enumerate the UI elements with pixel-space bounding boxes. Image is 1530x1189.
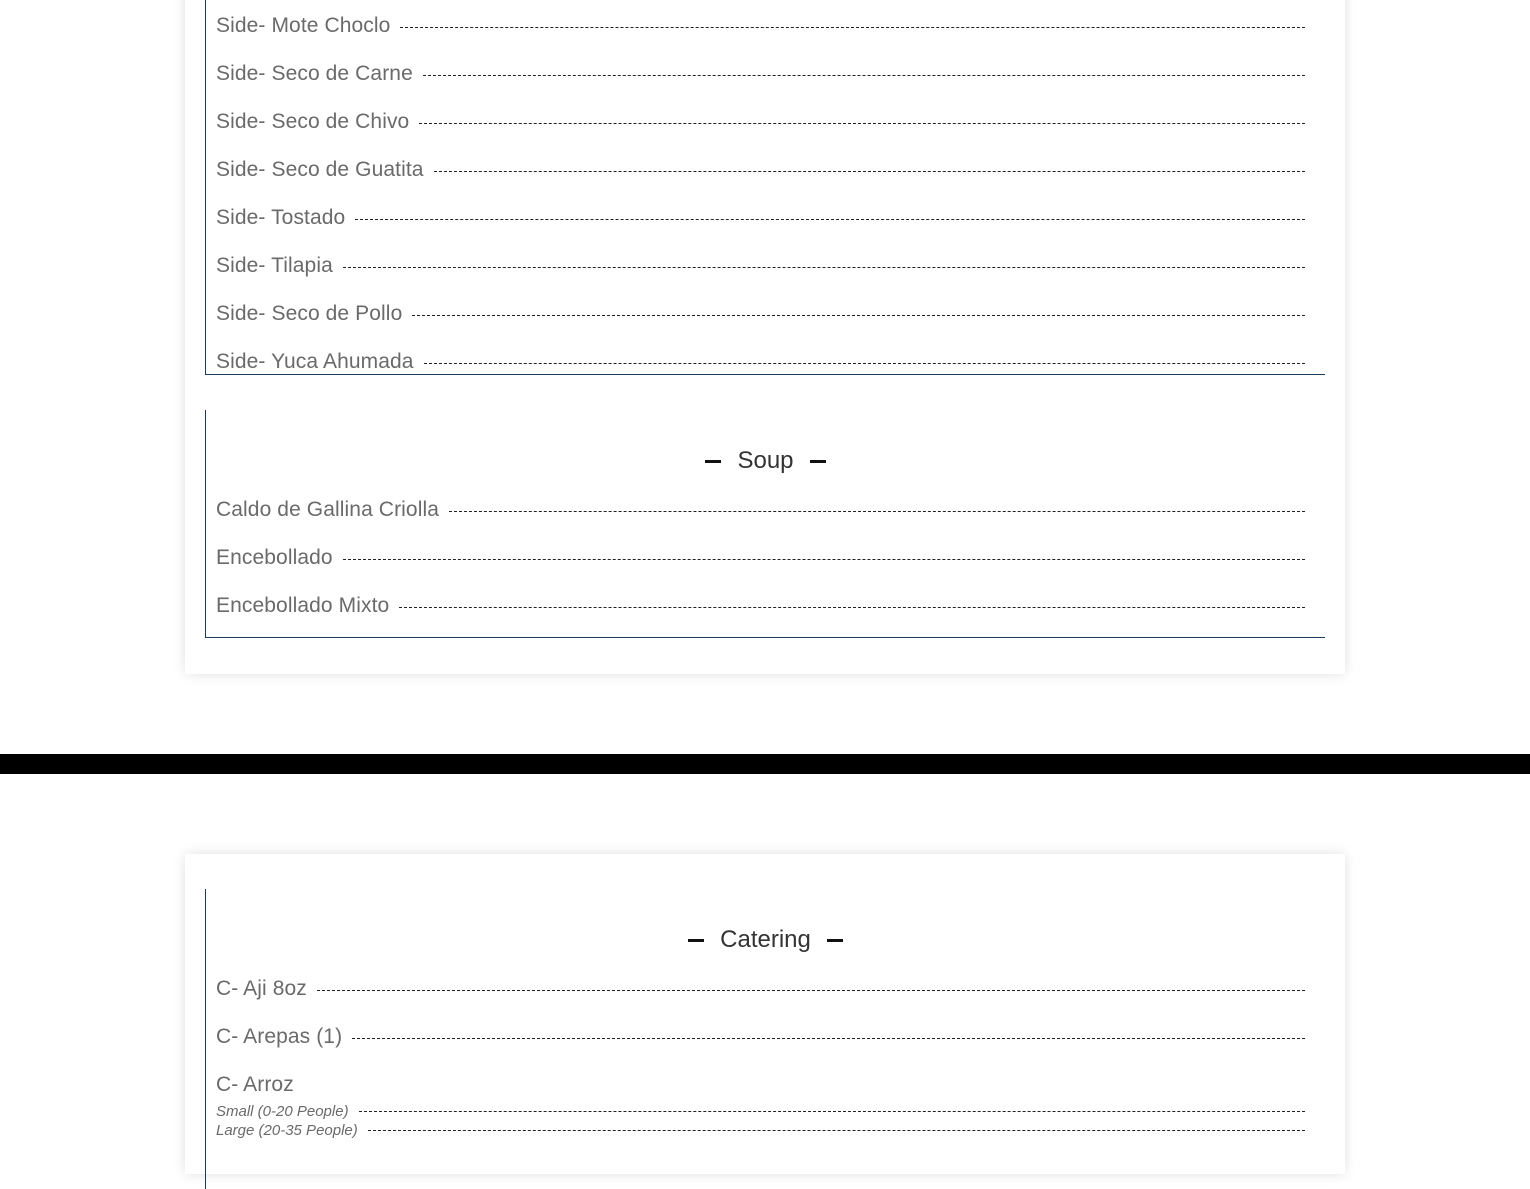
menu-item[interactable] [216, 107, 1305, 137]
section-divider-band [0, 754, 1530, 774]
menu-item-option[interactable] [216, 1102, 1305, 1120]
dotted-leader [399, 607, 1305, 608]
menu-item-name: Side- Seco de Chivo [216, 110, 410, 133]
menu-item-name: C- Arepas (1) [216, 1025, 343, 1048]
menu-item-name: Side- Seco de Pollo [216, 302, 403, 325]
section-title: Catering [720, 926, 811, 953]
menu-item-name: Side- Tilapia [216, 254, 333, 277]
menu-item-name: C- Aji 8oz [216, 977, 307, 1000]
catering-heading [206, 923, 1325, 957]
dash-icon [705, 460, 721, 463]
dash-icon [810, 460, 826, 463]
menu-item[interactable] [216, 251, 1305, 281]
menu-item-name: Side- Seco de Guatita [216, 158, 424, 181]
dash-icon [688, 939, 704, 942]
soup-section [205, 410, 1325, 638]
menu-item[interactable] [216, 543, 1305, 573]
menu-item[interactable] [216, 203, 1305, 233]
sides-section [205, 0, 1325, 375]
dotted-leader [355, 219, 1305, 220]
option-name: Small (0-20 People) [216, 1102, 349, 1120]
menu-item[interactable] [216, 1022, 1305, 1052]
soup-heading [206, 444, 1325, 478]
menu-item[interactable] [216, 1070, 1305, 1100]
dotted-leader [343, 267, 1305, 268]
menu-item-name: Side- Seco de Carne [216, 62, 413, 85]
option-name: Large (20-35 People) [216, 1121, 358, 1139]
menu-item-name: C- Arroz [216, 1073, 294, 1096]
menu-item[interactable] [216, 591, 1305, 621]
menu-item-name: Side- Yuca Ahumada [216, 350, 414, 373]
dotted-leader [343, 559, 1305, 560]
dotted-leader [359, 1111, 1305, 1112]
dotted-leader [317, 990, 1305, 991]
dotted-leader [434, 171, 1305, 172]
menu-item-name: Encebollado Mixto [216, 594, 390, 617]
dotted-leader [352, 1038, 1305, 1039]
dotted-leader [423, 75, 1305, 76]
catering-section [205, 889, 1325, 1189]
menu-item[interactable] [216, 11, 1305, 41]
menu-card-sides-soup [185, 0, 1345, 674]
dash-icon [827, 939, 843, 942]
menu-item[interactable] [216, 495, 1305, 525]
dotted-leader [368, 1130, 1305, 1131]
menu-item[interactable] [216, 299, 1305, 329]
menu-item[interactable] [216, 59, 1305, 89]
dotted-leader [424, 363, 1305, 364]
menu-item-option[interactable] [216, 1121, 1305, 1139]
menu-card-catering [185, 854, 1345, 1174]
dotted-leader [400, 27, 1305, 28]
menu-item[interactable] [216, 347, 1305, 377]
menu-item-name: Side- Mote Choclo [216, 14, 391, 37]
menu-item[interactable] [216, 974, 1305, 1004]
dotted-leader [412, 315, 1305, 316]
menu-item[interactable] [216, 155, 1305, 185]
dotted-leader [449, 511, 1305, 512]
menu-item-name: Encebollado [216, 546, 333, 569]
section-title: Soup [737, 447, 794, 474]
menu-item-name: Side- Tostado [216, 206, 346, 229]
menu-item-name: Caldo de Gallina Criolla [216, 498, 440, 521]
dotted-leader [419, 123, 1305, 124]
